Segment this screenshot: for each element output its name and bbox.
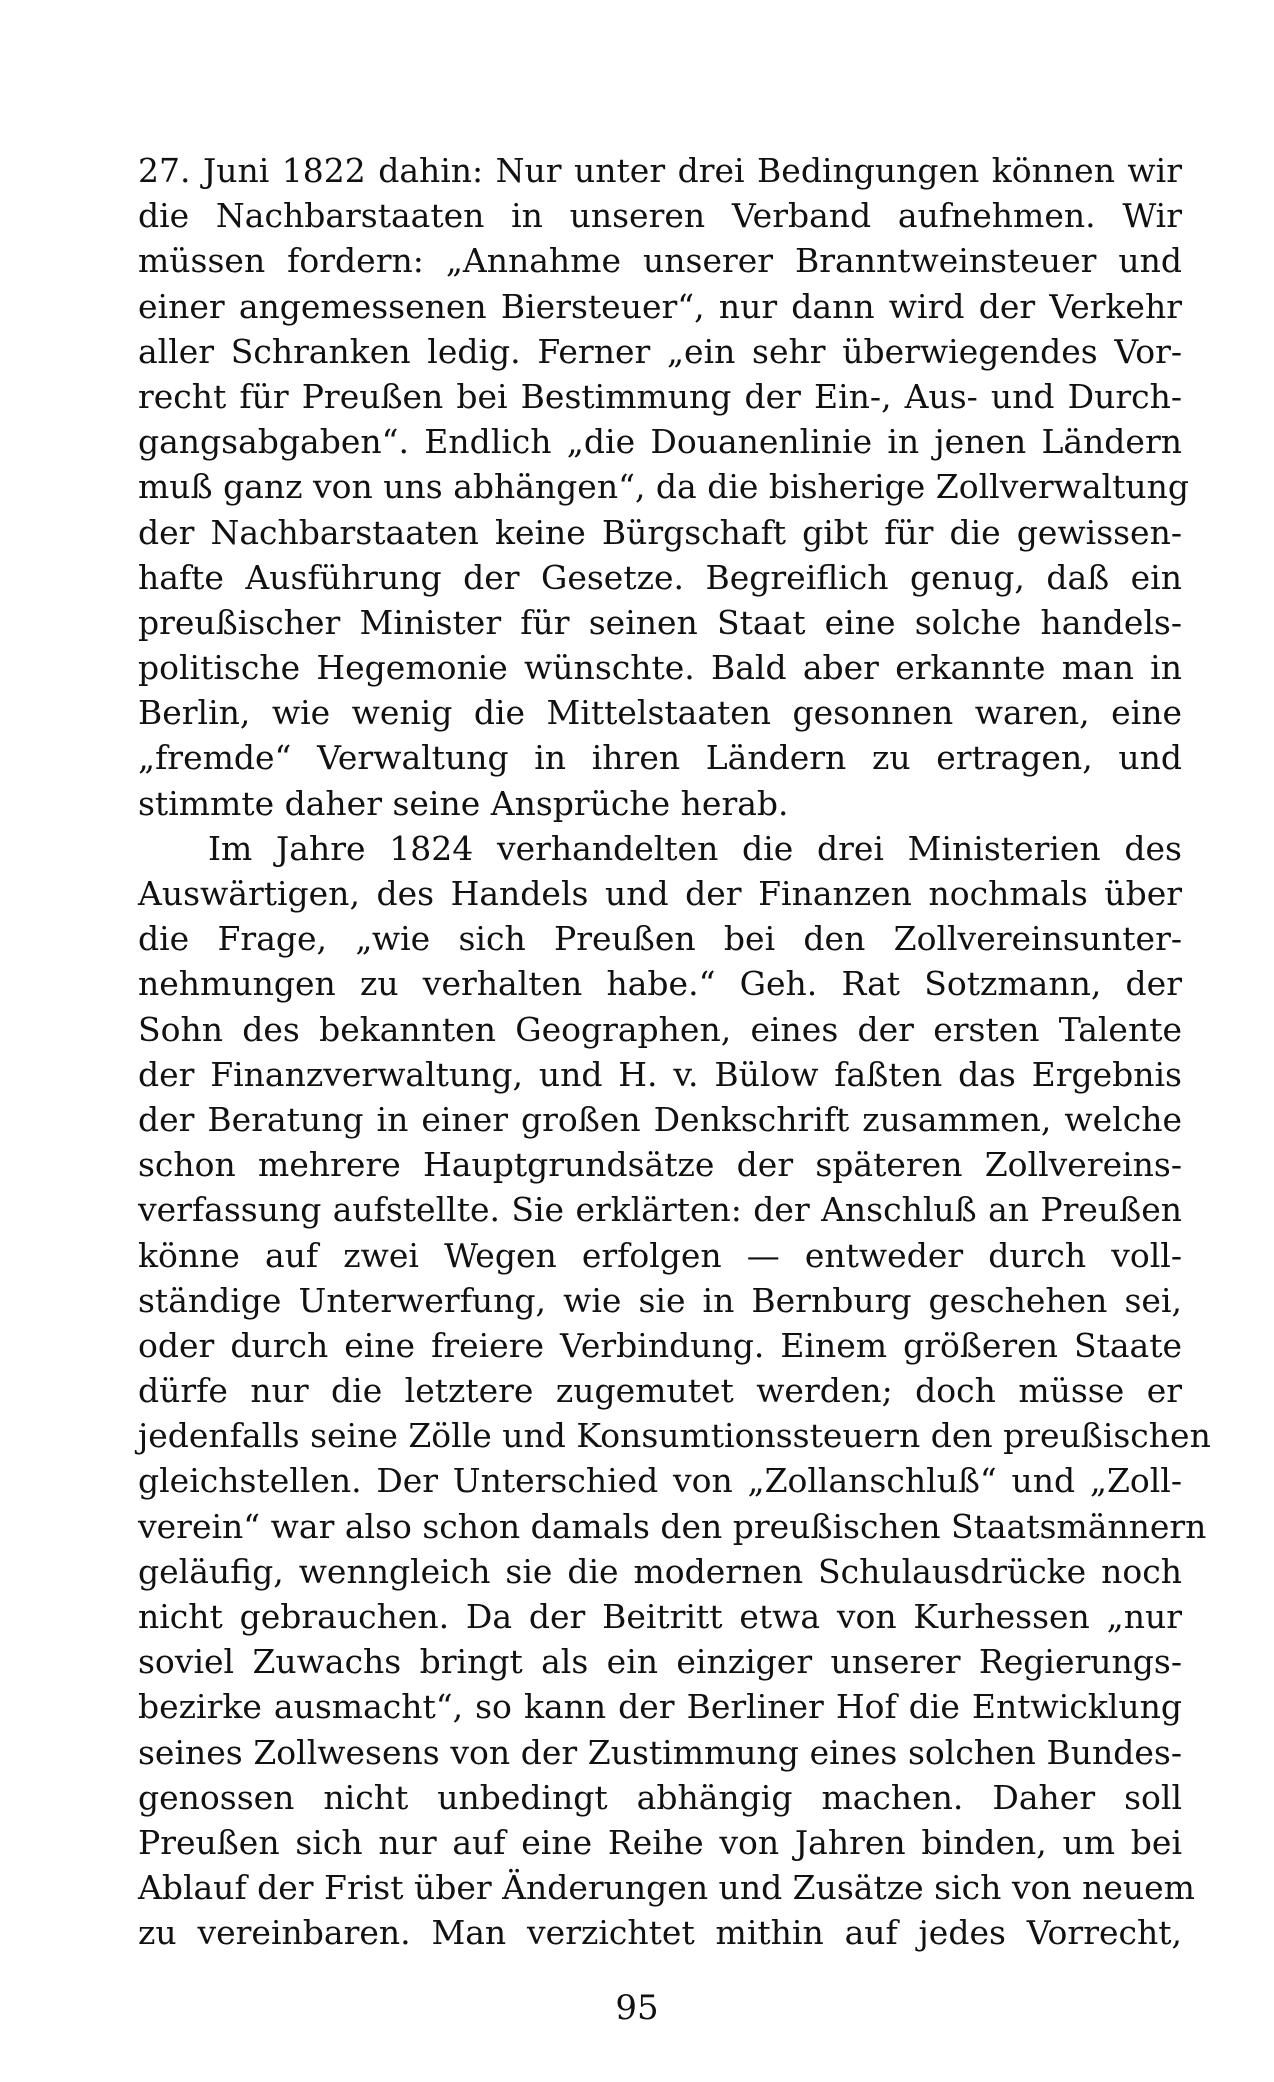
text-line: verfassung aufstellte. Sie erklärten: der Anschluß an Preußen bbox=[138, 1190, 1182, 1230]
text-line: preußischer Minister für seinen Staat eine solche handels- bbox=[138, 602, 1182, 642]
text-line: geläufig, wenngleich sie die modernen Schulausdrücke noch bbox=[138, 1551, 1182, 1591]
text-line: der Nachbarstaaten keine Bürgschaft gibt für die gewissen- bbox=[138, 512, 1182, 552]
text-line: Sohn des bekannten Geographen, eines der ersten Talente bbox=[138, 1009, 1182, 1049]
text-line: Auswärtigen, des Handels und der Finanzen nochmals über bbox=[138, 874, 1182, 913]
text-line: Ablauf der Frist über Änderungen und Zusätze sich von neuem bbox=[138, 1868, 1195, 1908]
paragraph-end-line: stimmte daher seine Ansprüche herab. bbox=[138, 783, 789, 823]
text-line: 27. Juni 1822 dahin: Nur unter drei Bedingungen können wir bbox=[138, 151, 1182, 190]
text-line: Preußen sich nur auf eine Reihe von Jahren binden, um bei bbox=[138, 1822, 1182, 1862]
text-line: jedenfalls seine Zölle und Konsumtionssteuern den preußischen bbox=[138, 1416, 1211, 1456]
text-line: oder durch eine freiere Verbindung. Einem größeren Staate bbox=[138, 1325, 1182, 1365]
body-text bbox=[138, 148, 1211, 1956]
text-line: „fremde“ Verwaltung in ihren Ländern zu ertragen, und bbox=[138, 738, 1182, 778]
text-line: müssen fordern: „Annahme unserer Branntweinsteuer und bbox=[138, 241, 1182, 281]
text-line: bezirke ausmacht“, so kann der Berliner Hof die Entwicklung bbox=[138, 1687, 1182, 1727]
page-number: 95 bbox=[615, 1988, 659, 2028]
text-line: gleichstellen. Der Unterschied von „Zollanschluß“ und „Zoll- bbox=[138, 1461, 1182, 1501]
text-line: gangsabgaben“. Endlich „die Douanenlinie in jenen Ländern bbox=[138, 422, 1182, 462]
text-line: dürfe nur die letztere zugemutet werden; doch müsse er bbox=[138, 1371, 1182, 1411]
text-line: seines Zollwesens von der Zustimmung eines solchen Bundes- bbox=[138, 1732, 1182, 1772]
text-line: einer angemessenen Biersteuer“, nur dann wird der Verkehr bbox=[138, 286, 1182, 326]
text-line: aller Schranken ledig. Ferner „ein sehr überwiegendes Vor- bbox=[138, 331, 1182, 371]
paragraph-start-line: Im Jahre 1824 verhandelten die drei Ministerien des bbox=[208, 828, 1182, 868]
text-line: zu vereinbaren. Man verzichtet mithin auf jedes Vorrecht, bbox=[138, 1913, 1182, 1953]
text-line: recht für Preußen bei Bestimmung der Ein-, Aus- und Durch- bbox=[138, 376, 1182, 416]
text-line: hafte Ausführung der Gesetze. Begreiflich genug, daß ein bbox=[138, 557, 1182, 597]
text-line: soviel Zuwachs bringt als ein einziger unserer Regierungs- bbox=[138, 1642, 1182, 1682]
text-line: schon mehrere Hauptgrundsätze der späteren Zollvereins- bbox=[138, 1145, 1182, 1185]
text-line: ständige Unterwerfung, wie sie in Bernburg geschehen sei, bbox=[138, 1280, 1182, 1320]
text-line: die Frage, „wie sich Preußen bei den Zollvereinsunter- bbox=[138, 919, 1182, 959]
text-line: der Finanzverwaltung, und H. v. Bülow faßten das Ergebnis bbox=[138, 1054, 1182, 1094]
text-line: Berlin, wie wenig die Mittelstaaten gesonnen waren, eine bbox=[138, 693, 1182, 733]
text-line: muß ganz von uns abhängen“, da die bisherige Zollverwaltung bbox=[138, 467, 1190, 507]
text-line: nehmungen zu verhalten habe.“ Geh. Rat Sotzmann, der bbox=[138, 964, 1182, 1004]
text-line: politische Hegemonie wünschte. Bald aber erkannte man in bbox=[138, 648, 1182, 688]
text-line: nicht gebrauchen. Da der Beitritt etwa von Kurhessen „nur bbox=[138, 1597, 1182, 1636]
text-line: genossen nicht unbedingt abhängig machen. Daher soll bbox=[138, 1777, 1182, 1817]
text-line: könne auf zwei Wegen erfolgen — entweder durch voll- bbox=[138, 1235, 1182, 1275]
text-line: die Nachbarstaaten in unseren Verband aufnehmen. Wir bbox=[138, 196, 1182, 236]
text-line: verein“ war also schon damals den preußischen Staatsmännern bbox=[138, 1506, 1207, 1546]
text-line: der Beratung in einer großen Denkschrift zusammen, welche bbox=[138, 1099, 1182, 1139]
